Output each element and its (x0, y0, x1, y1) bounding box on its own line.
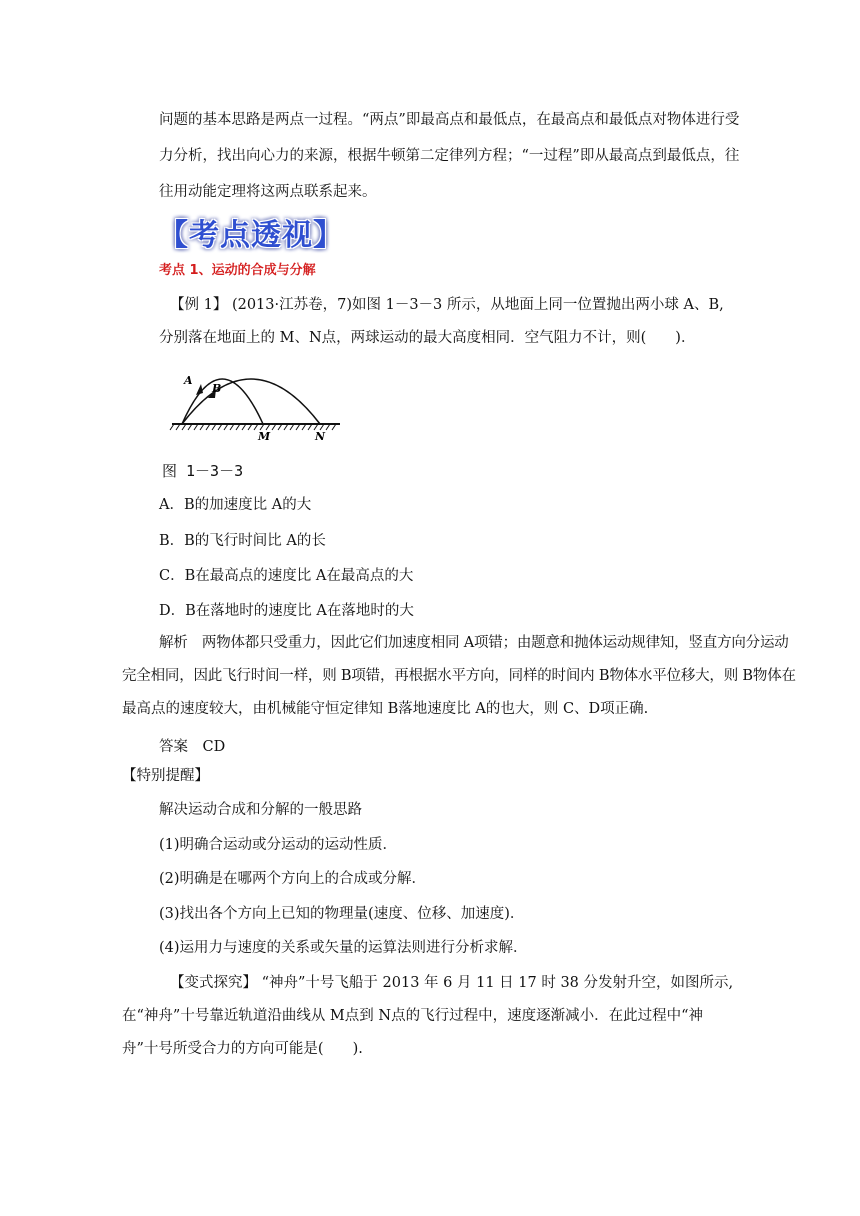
option-d: D．B在落地时的速度比 A在落地时的大 (159, 603, 414, 619)
reminder-title: 【特别提醒】 (122, 768, 209, 784)
answer: 答案 CD (159, 739, 226, 755)
projectile-figure (168, 352, 348, 444)
intro-line-2: 力分析，找出向心力的来源，根据牛顿第二定律列方程；“一过程”即从最高点到最低点，往 (159, 148, 740, 164)
label-m: M (258, 430, 271, 443)
label-n: N (315, 430, 326, 443)
option-b: B．B的飞行时间比 A的长 (159, 533, 326, 549)
variant-line-1: 【变式探究】 “神舟”十号飞船于 2013 年 6 月 11 日 17 时 38 分发射升空，如图所示, (170, 975, 734, 991)
intro-line-3: 往用动能定理将这两点联系起来。 (159, 184, 377, 200)
reminder-item-2: (2)明确是在哪两个方向上的合成或分解． (159, 871, 427, 887)
option-a: A．B的加速度比 A的大 (159, 497, 312, 513)
section-banner: 【考点透视】 (158, 218, 344, 253)
reminder-intro: 解决运动合成和分解的一般思路 (159, 802, 362, 818)
analysis-line-2: 完全相同，因此飞行时间一样，则 B项错，再根据水平方向，同样的时间内 B物体水平位移大，则 B物体在 (122, 668, 796, 684)
variant-line-2: 在“神舟”十号靠近轨道沿曲线从 M点到 N点的飞行过程中，速度逐渐减小．在此过程中“神 (122, 1008, 703, 1024)
figure-caption: 图 1－3－3 (162, 462, 244, 480)
analysis-line-1: 解析 两物体都只受重力，因此它们加速度相同 A项错；由题意和抛体运动规律知，竖直方向分运动 (159, 635, 789, 651)
example-line-1: 【例 1】 (2013·江苏卷，7)如图 1－3－3 所示，从地面上同一位置抛出两小球 A、B, (170, 297, 724, 313)
reminder-item-1: (1)明确合运动或分运动的运动性质． (159, 837, 398, 853)
trajectory-a (182, 379, 263, 424)
reminder-item-4: (4)运用力与速度的关系或矢量的运算法则进行分析求解． (159, 940, 528, 956)
section-heading: 考点 1、运动的合成与分解 (159, 263, 316, 278)
variant-line-3: 舟”十号所受合力的方向可能是( ). (122, 1041, 363, 1057)
label-b: B (212, 382, 222, 395)
analysis-line-3: 最高点的速度较大，由机械能守恒定律知 B落地速度比 A的也大，则 C、D项正确. (122, 701, 649, 717)
intro-line-1: 问题的基本思路是两点一过程。“两点”即最高点和最低点，在最高点和最低点对物体进行受 (159, 112, 740, 128)
arrow-a (196, 384, 203, 395)
label-a: A (184, 374, 193, 387)
example-line-2: 分别落在地面上的 M、N点，两球运动的最大高度相同．空气阻力不计，则( )． (159, 330, 696, 346)
option-c: C．B在最高点的速度比 A在最高点的大 (159, 568, 414, 584)
reminder-item-3: (3)找出各个方向上已知的物理量(速度、位移、加速度)． (159, 906, 525, 922)
